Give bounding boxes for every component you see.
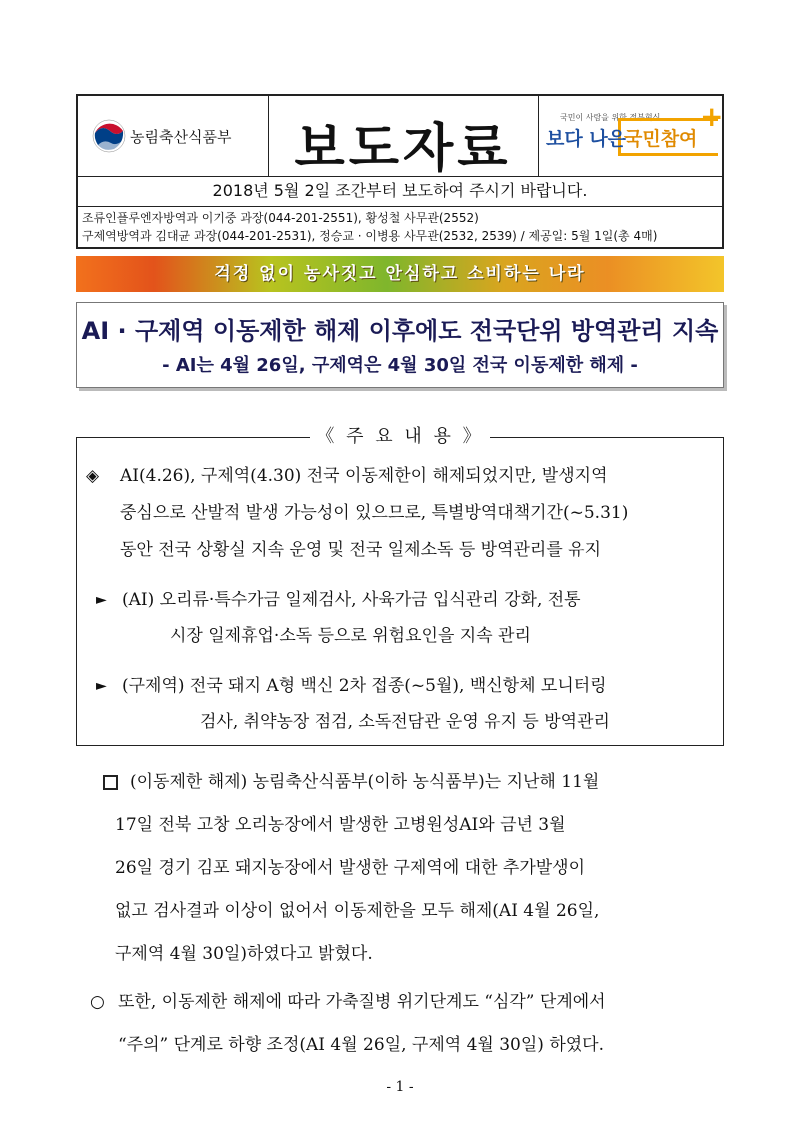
body-para1-line4: 없고 검사결과 이상이 없어서 이동제한을 모두 해제(AI 4월 26일, bbox=[115, 901, 600, 921]
title-cell bbox=[268, 96, 539, 179]
embargo-notice: 2018년 5월 2일 조간부터 보도하여 주시기 바랍니다. bbox=[78, 176, 722, 207]
key-point-ai-2: 시장 일제휴업·소독 등으로 위험요인을 지속 관리 bbox=[170, 626, 531, 646]
taegeuk-emblem-icon bbox=[92, 119, 126, 153]
contact-line-1: 조류인플루엔자방역과 이기중 과장(044-201-2551), 황성철 사무관(2552) bbox=[82, 211, 479, 225]
contact-line-2: 구제역방역과 김대균 과장(044-201-2531), 정승교 · 이병용 사무관(2532, 2539) / 제공일: 5월 1일(총 4매) bbox=[82, 229, 658, 243]
ministry-name: 농림축산식품부 bbox=[130, 129, 232, 146]
arrow-bullet-icon: ► bbox=[96, 678, 107, 694]
slogan-cell bbox=[538, 96, 724, 176]
key-point-fmd-2: 검사, 취약농장 점검, 소독전담관 운영 유지 등 방역관리 bbox=[200, 712, 610, 732]
page-number: - 1 - bbox=[386, 1079, 414, 1095]
headline-box bbox=[76, 302, 724, 388]
key-point-main-3: 동안 전국 상황실 지속 운영 및 전국 일제소독 등 방역관리를 유지 bbox=[120, 540, 602, 560]
diamond-bullet-icon: ◈ bbox=[86, 466, 100, 486]
plus-icon: + bbox=[700, 100, 724, 133]
key-points-title: 《 주 요 내 용 》 bbox=[310, 422, 490, 450]
body-para2-line2: “주의” 단계로 하향 조정(AI 4월 26일, 구제역 4월 30일) 하였다. bbox=[118, 1035, 604, 1055]
body-para1-line5: 구제역 4월 30일)하였다고 밝혔다. bbox=[115, 944, 373, 964]
slogan-banner: 걱정 없이 농사짓고 안심하고 소비하는 나라 bbox=[76, 256, 724, 292]
ministry-logo-cell bbox=[78, 96, 269, 176]
press-release-header bbox=[76, 94, 724, 249]
key-point-ai-1: (AI) 오리류·특수가금 일제검사, 사육가금 입식관리 강화, 전통 bbox=[122, 590, 581, 610]
body-para2-line1: 또한, 이동제한 해제에 따라 가축질병 위기단계도 “심각” 단계에서 bbox=[118, 992, 606, 1012]
body-para1-line2: 17일 전북 고창 오리농장에서 발생한 고병원성AI와 금년 3월 bbox=[115, 815, 566, 835]
circle-bullet-icon: ○ bbox=[90, 992, 105, 1012]
header-top-row bbox=[78, 96, 722, 177]
slogan-part-a: 보다 나은 bbox=[546, 128, 627, 150]
slogan-part-b: 국민참여 bbox=[624, 128, 698, 150]
key-point-main-2: 중심으로 산발적 발생 가능성이 있으므로, 특별방역대책기간(~5.31) bbox=[120, 503, 629, 523]
slogan-small-text: 국민이 사람을 위한 정부혁신 bbox=[560, 113, 661, 122]
contact-info bbox=[82, 209, 657, 245]
arrow-bullet-icon: ► bbox=[96, 592, 107, 608]
headline-main: AI · 구제역 이동제한 해제 이후에도 전국단위 방역관리 지속 bbox=[81, 317, 719, 345]
page-title: 보도자료 bbox=[294, 119, 512, 179]
headline-sub: - AI는 4월 26일, 구제역은 4월 30일 전국 이동제한 해제 - bbox=[162, 355, 638, 376]
checkbox-bullet-icon bbox=[103, 775, 118, 790]
body-para1-line3: 26일 경기 김포 돼지농장에서 발생한 구제역에 대한 추가발생이 bbox=[115, 858, 586, 878]
key-point-fmd-1: (구제역) 전국 돼지 A형 백신 2차 접종(~5월), 백신항체 모니터링 bbox=[122, 676, 607, 696]
body-para1-line1: (이동제한 해제) 농림축산식품부(이하 농식품부)는 지난해 11월 bbox=[130, 772, 600, 792]
key-point-main-1: AI(4.26), 구제역(4.30) 전국 이동제한이 해제되었지만, 발생지역 bbox=[120, 466, 608, 486]
